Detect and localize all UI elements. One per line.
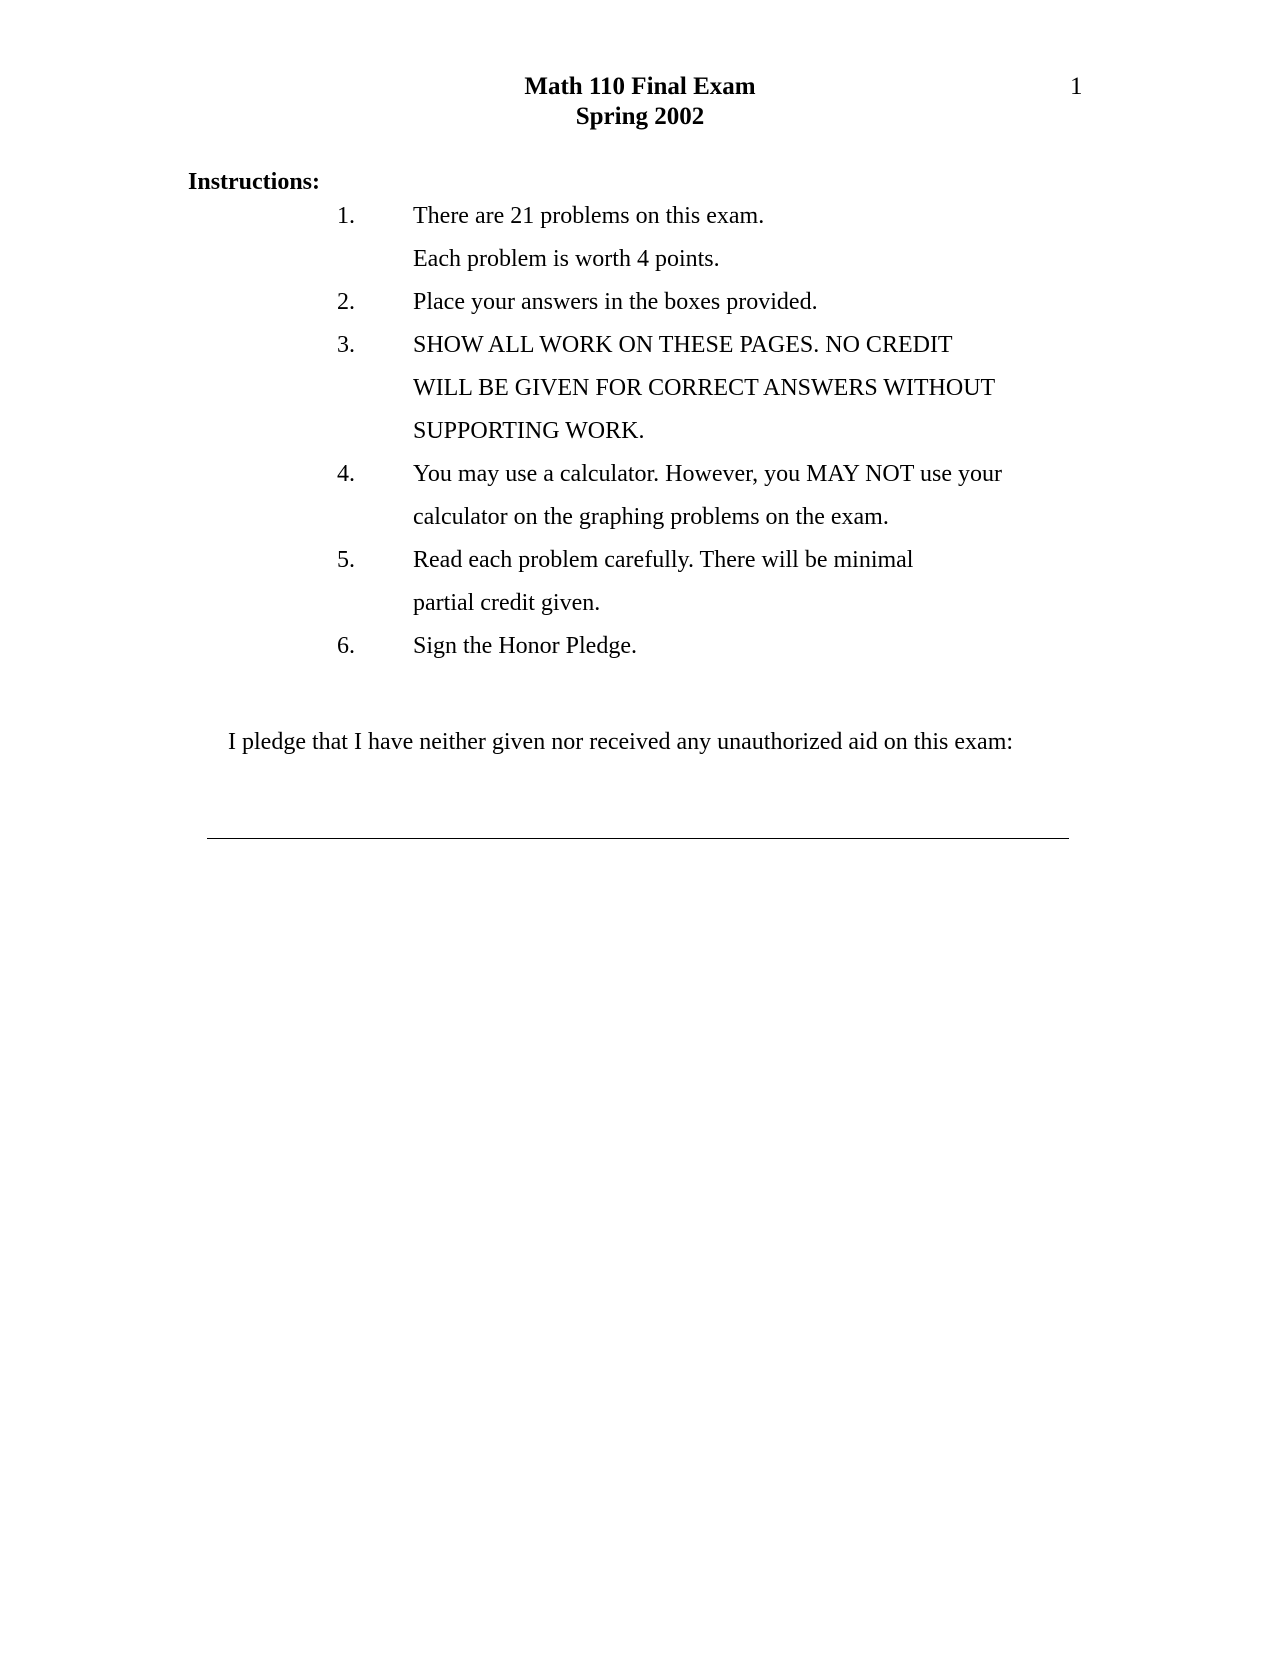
instruction-text: Place your answers in the boxes provided. bbox=[413, 289, 818, 315]
instruction-number: 4. bbox=[337, 461, 355, 487]
instructions-heading: Instructions: bbox=[188, 169, 321, 195]
exam-title-line1: Math 110 Final Exam bbox=[524, 73, 756, 100]
instruction-text: partial credit given. bbox=[413, 590, 601, 616]
instruction-text: SUPPORTING WORK. bbox=[413, 418, 645, 444]
instruction-text: There are 21 problems on this exam. bbox=[413, 203, 765, 229]
instruction-item-3 bbox=[337, 324, 1137, 453]
instruction-number: 1. bbox=[337, 203, 355, 229]
instructions-list bbox=[337, 195, 1137, 668]
instruction-text: Read each problem carefully. There will be minimal bbox=[413, 547, 914, 573]
instruction-text: Sign the Honor Pledge. bbox=[413, 633, 637, 659]
instruction-item-4 bbox=[337, 453, 1137, 539]
exam-title bbox=[0, 72, 1280, 132]
instruction-text: Each problem is worth 4 points. bbox=[413, 246, 720, 272]
page-number: 1 bbox=[1070, 73, 1083, 100]
instruction-text: You may use a calculator. However, you MAY NOT use your bbox=[413, 461, 1002, 487]
instruction-number: 6. bbox=[337, 633, 355, 659]
instruction-number: 2. bbox=[337, 289, 355, 315]
honor-pledge-text: I pledge that I have neither given nor received any unauthorized aid on this exam: bbox=[228, 729, 1014, 755]
instruction-item-5 bbox=[337, 539, 1137, 625]
instruction-number: 5. bbox=[337, 547, 355, 573]
instruction-text: calculator on the graphing problems on the exam. bbox=[413, 504, 889, 530]
instruction-text: SHOW ALL WORK ON THESE PAGES. NO CREDIT bbox=[413, 332, 953, 358]
instruction-item-1 bbox=[337, 195, 1137, 281]
exam-title-line2: Spring 2002 bbox=[575, 103, 705, 130]
signature-line[interactable] bbox=[207, 838, 1069, 839]
instruction-number: 3. bbox=[337, 332, 355, 358]
instruction-item-6 bbox=[337, 625, 1137, 668]
instruction-text: WILL BE GIVEN FOR CORRECT ANSWERS WITHOUT bbox=[413, 375, 996, 401]
instruction-item-2 bbox=[337, 281, 1137, 324]
